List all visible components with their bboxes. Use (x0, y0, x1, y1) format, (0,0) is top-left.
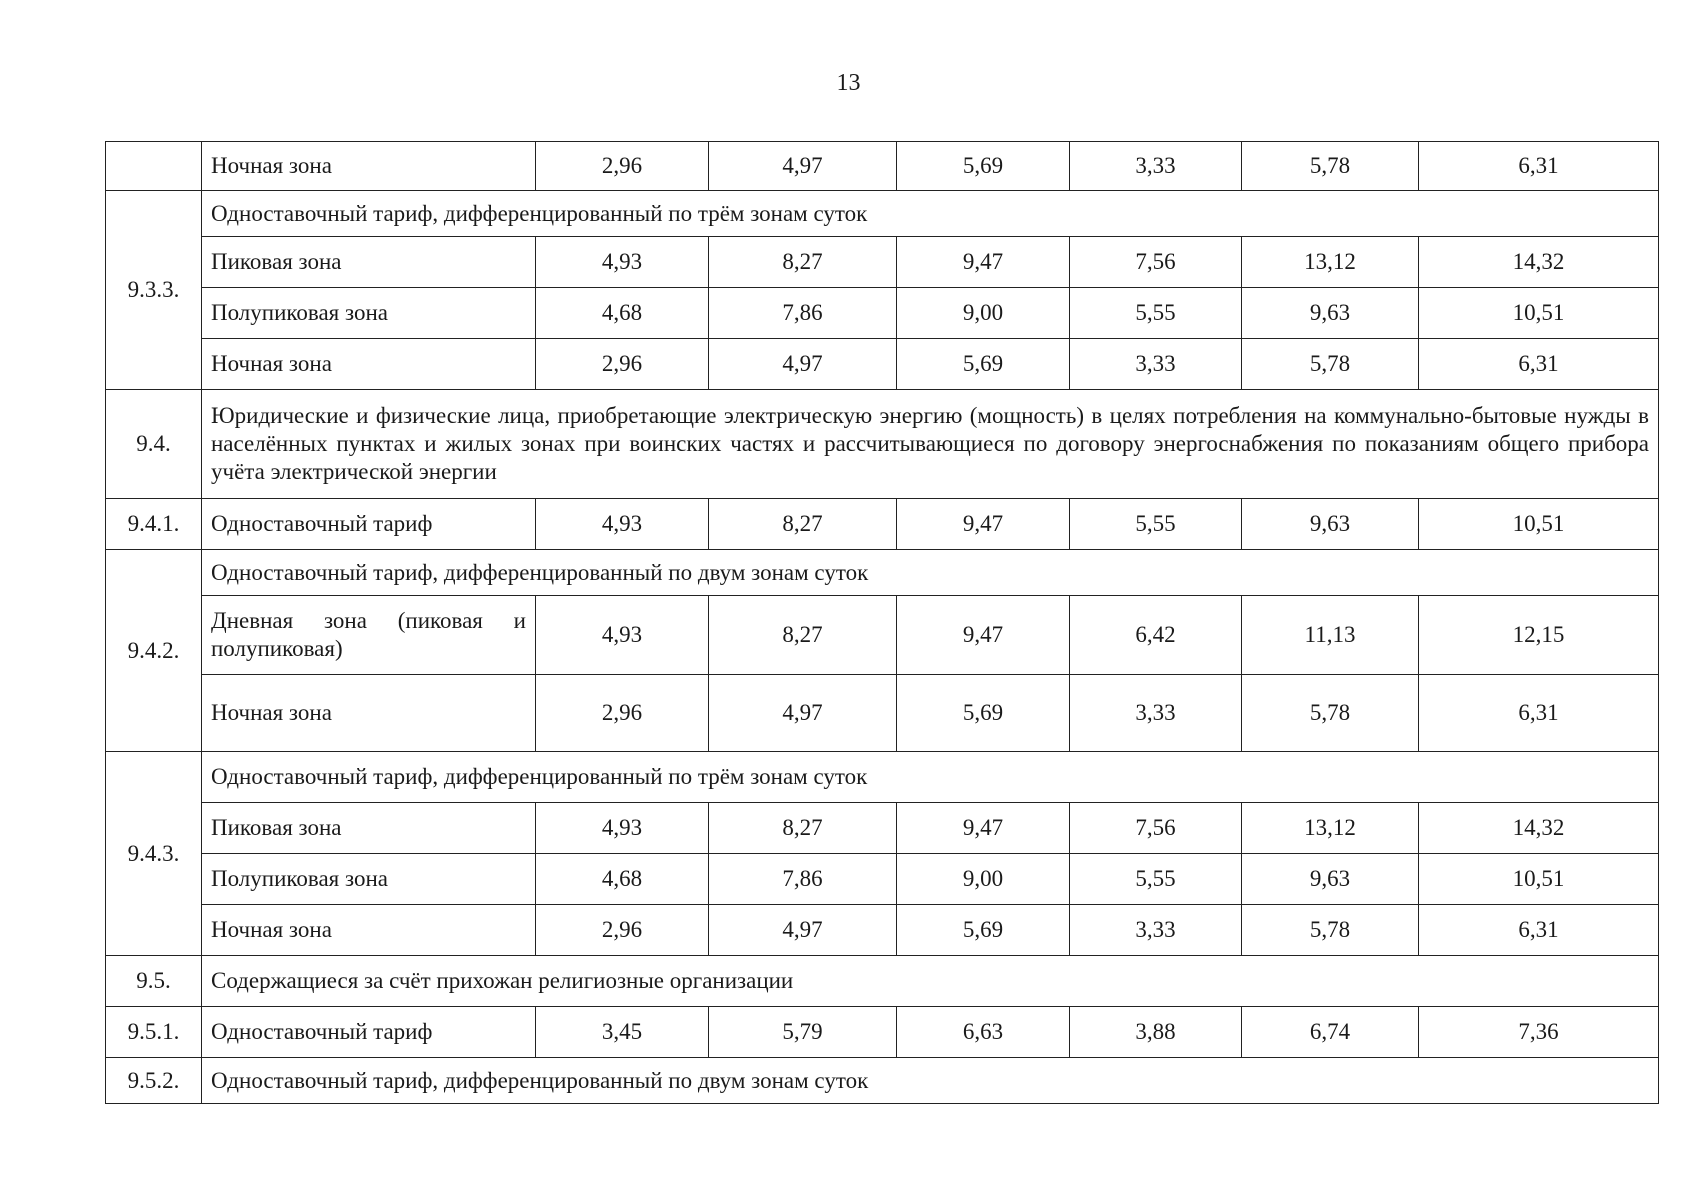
value-cell: 14,32 (1419, 237, 1659, 288)
row-name: Ночная зона (202, 142, 536, 191)
row-code: 9.3.3. (106, 191, 202, 390)
value-cell: 6,31 (1419, 339, 1659, 390)
value-cell: 10,51 (1419, 288, 1659, 339)
value-cell: 4,97 (709, 339, 897, 390)
row-name: Полупиковая зона (202, 288, 536, 339)
value-cell: 7,36 (1419, 1007, 1659, 1058)
section-heading: Юридические и физические лица, приобретающие электрическую энергию (мощность) в целях потребления на коммунально-бытовые нужды в населённых пунктах и жилых зонах при воинских частях и рассчитывающиеся по договору энергоснабжения по показаниям общего прибора учёта электрической энергии (202, 390, 1659, 499)
section-heading: Одноставочный тариф, дифференцированный по трём зонам суток (202, 752, 1659, 803)
table-row (106, 803, 1659, 854)
value-cell: 2,96 (536, 905, 709, 956)
value-cell: 7,56 (1070, 803, 1242, 854)
table-row (106, 191, 1659, 237)
value-cell: 10,51 (1419, 499, 1659, 550)
row-code: 9.4. (106, 390, 202, 499)
value-cell: 6,74 (1242, 1007, 1419, 1058)
value-cell: 2,96 (536, 142, 709, 191)
tariff-table (105, 141, 1659, 1104)
row-name: Пиковая зона (202, 803, 536, 854)
value-cell: 5,69 (897, 339, 1070, 390)
section-heading: Одноставочный тариф, дифференцированный по двум зонам суток (202, 550, 1659, 596)
section-heading: Одноставочный тариф, дифференцированный по трём зонам суток (202, 191, 1659, 237)
row-name: Полупиковая зона (202, 854, 536, 905)
row-name: Ночная зона (202, 905, 536, 956)
value-cell: 7,86 (709, 288, 897, 339)
value-cell: 4,93 (536, 596, 709, 675)
table-row (106, 752, 1659, 803)
value-cell: 9,63 (1242, 288, 1419, 339)
value-cell: 3,45 (536, 1007, 709, 1058)
value-cell: 8,27 (709, 499, 897, 550)
value-cell: 9,47 (897, 499, 1070, 550)
table-row (106, 237, 1659, 288)
table-row (106, 675, 1659, 752)
table-row (106, 905, 1659, 956)
value-cell: 6,31 (1419, 675, 1659, 752)
section-heading: Содержащиеся за счёт прихожан религиозные организации (202, 956, 1659, 1007)
value-cell: 5,69 (897, 142, 1070, 191)
table-row (106, 956, 1659, 1007)
value-cell: 11,13 (1242, 596, 1419, 675)
value-cell: 4,68 (536, 288, 709, 339)
table-row (106, 854, 1659, 905)
value-cell: 12,15 (1419, 596, 1659, 675)
row-code: 9.5. (106, 956, 202, 1007)
value-cell: 13,12 (1242, 803, 1419, 854)
value-cell: 9,47 (897, 803, 1070, 854)
value-cell: 4,68 (536, 854, 709, 905)
table-row (106, 390, 1659, 499)
row-code (106, 142, 202, 191)
value-cell: 5,79 (709, 1007, 897, 1058)
value-cell: 8,27 (709, 237, 897, 288)
table-row (106, 288, 1659, 339)
value-cell: 4,93 (536, 803, 709, 854)
value-cell: 9,00 (897, 854, 1070, 905)
row-code: 9.5.2. (106, 1058, 202, 1104)
value-cell: 6,31 (1419, 905, 1659, 956)
value-cell: 4,97 (709, 905, 897, 956)
value-cell: 13,12 (1242, 237, 1419, 288)
table-row (106, 142, 1659, 191)
value-cell: 4,93 (536, 499, 709, 550)
value-cell: 4,93 (536, 237, 709, 288)
value-cell: 9,00 (897, 288, 1070, 339)
table-row (106, 339, 1659, 390)
value-cell: 8,27 (709, 803, 897, 854)
value-cell: 9,63 (1242, 854, 1419, 905)
value-cell: 5,78 (1242, 905, 1419, 956)
value-cell: 8,27 (709, 596, 897, 675)
value-cell: 10,51 (1419, 854, 1659, 905)
row-name: Ночная зона (202, 339, 536, 390)
value-cell: 7,86 (709, 854, 897, 905)
row-name: Одноставочный тариф (202, 1007, 536, 1058)
value-cell: 3,33 (1070, 142, 1242, 191)
value-cell: 5,78 (1242, 675, 1419, 752)
value-cell: 4,97 (709, 675, 897, 752)
row-code: 9.4.3. (106, 752, 202, 956)
table-row (106, 1007, 1659, 1058)
value-cell: 5,55 (1070, 854, 1242, 905)
row-code: 9.5.1. (106, 1007, 202, 1058)
value-cell: 5,78 (1242, 339, 1419, 390)
page-number: 13 (836, 70, 861, 96)
row-name: Пиковая зона (202, 237, 536, 288)
row-code: 9.4.1. (106, 499, 202, 550)
row-code: 9.4.2. (106, 550, 202, 752)
value-cell: 2,96 (536, 339, 709, 390)
value-cell: 6,63 (897, 1007, 1070, 1058)
value-cell: 3,33 (1070, 675, 1242, 752)
value-cell: 5,55 (1070, 288, 1242, 339)
value-cell: 9,63 (1242, 499, 1419, 550)
row-name: Одноставочный тариф (202, 499, 536, 550)
value-cell: 6,42 (1070, 596, 1242, 675)
value-cell: 5,78 (1242, 142, 1419, 191)
value-cell: 5,69 (897, 675, 1070, 752)
value-cell: 5,55 (1070, 499, 1242, 550)
value-cell: 4,97 (709, 142, 897, 191)
value-cell: 3,33 (1070, 905, 1242, 956)
table-row (106, 596, 1659, 675)
value-cell: 2,96 (536, 675, 709, 752)
row-name: Дневная зона (пиковая и полупиковая) (202, 596, 536, 675)
value-cell: 5,69 (897, 905, 1070, 956)
value-cell: 9,47 (897, 596, 1070, 675)
value-cell: 3,88 (1070, 1007, 1242, 1058)
value-cell: 14,32 (1419, 803, 1659, 854)
row-name: Ночная зона (202, 675, 536, 752)
value-cell: 3,33 (1070, 339, 1242, 390)
table-row (106, 1058, 1659, 1104)
section-heading: Одноставочный тариф, дифференцированный по двум зонам суток (202, 1058, 1659, 1104)
value-cell: 7,56 (1070, 237, 1242, 288)
value-cell: 9,47 (897, 237, 1070, 288)
value-cell: 6,31 (1419, 142, 1659, 191)
table-row (106, 499, 1659, 550)
table-row (106, 550, 1659, 596)
